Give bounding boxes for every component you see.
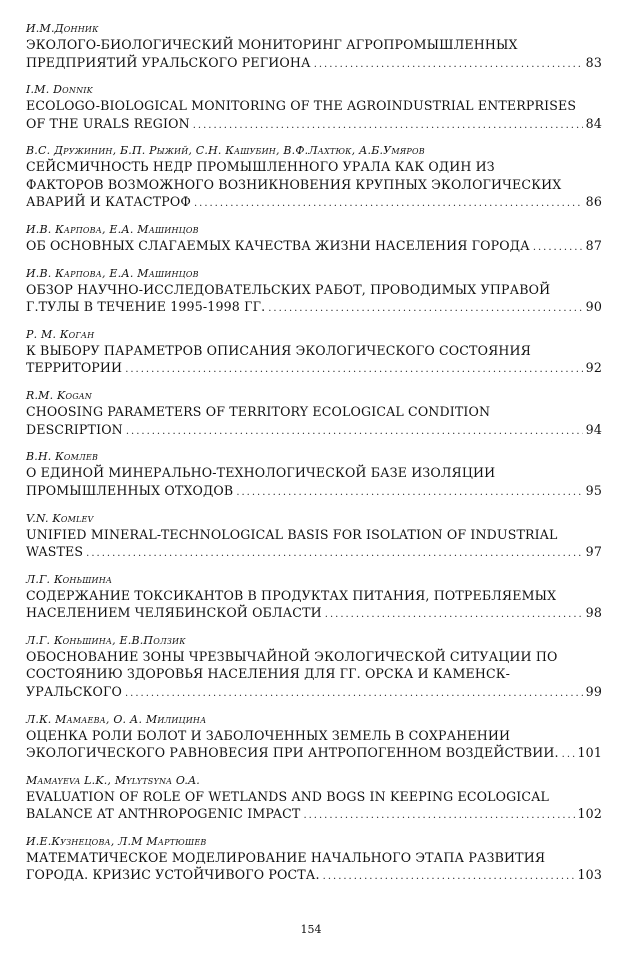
toc-entry-title-text: ГОРОДА. КРИЗИС УСТОЙЧИВОГО РОСТА. — [26, 867, 320, 883]
dot-leader — [303, 807, 574, 825]
toc-entry — [26, 144, 602, 213]
dot-leader — [125, 685, 583, 703]
toc-entry — [26, 223, 602, 257]
toc-entry-title-line: ФАКТОРОВ ВОЗМОЖНОГО ВОЗНИКНОВЕНИЯ КРУПНЫХ ЭКОЛОГИЧЕСКИХ — [26, 176, 562, 192]
toc-entry-page-number: 101 — [577, 745, 602, 761]
toc-entry-title-last-line — [26, 683, 602, 703]
toc-entry-title-line: ECOLOGO-BIOLOGICAL MONITORING OF THE AGROINDUSTRIAL ENTERPRISES — [26, 98, 577, 114]
toc-entry-title-last-line — [26, 237, 602, 257]
toc-entry-title-text: Г.ТУЛЫ В ТЕЧЕНИЕ 1995-1998 ГГ. — [26, 299, 266, 315]
toc-entry-title-line: CHOOSING PARAMETERS OF TERRITORY ECOLOGICAL CONDITION — [26, 404, 491, 420]
dot-leader — [562, 746, 575, 764]
toc-entry-title-text: ТЕРРИТОРИИ — [26, 360, 123, 376]
toc-entry — [26, 835, 602, 886]
toc-entry-authors: И.Е.Кузнецова, Л.М Мартюшев — [26, 834, 207, 848]
toc-entry-authors: Л.Г. Коньшина, Е.В.Ползик — [26, 633, 186, 647]
toc-entry-page-number: 103 — [577, 867, 602, 883]
toc-entry-title-last-line — [26, 744, 602, 764]
toc-entry-authors: В.С. Дружинин, Б.П. Рыжий, С.Н. Кашубин, В.Ф.Лахтюк, А.Б.Умяров — [26, 144, 425, 158]
toc-entry — [26, 713, 602, 764]
toc-entry-title-text: WASTES — [26, 544, 84, 559]
toc-entry-title-line: СОСТОЯНИЮ ЗДОРОВЬЯ НАСЕЛЕНИЯ ДЛЯ ГГ. ОРСКА И КАМЕНСК- — [26, 666, 511, 682]
toc-entry-page-number: 92 — [585, 360, 602, 376]
toc-entry-authors: R.M. Kogan — [26, 389, 92, 403]
toc-entry-page-number: 95 — [585, 482, 602, 498]
toc-entry-title-line: ОБЗОР НАУЧНО-ИССЛЕДОВАТЕЛЬСКИХ РАБОТ, ПРОВОДИМЫХ УПРАВОЙ — [26, 281, 551, 297]
page-number: 154 — [300, 923, 322, 936]
toc-entry-title-line: СЕЙСМИЧНОСТЬ НЕДР ПРОМЫШЛЕННОГО УРАЛА КАК ОДИН ИЗ — [26, 159, 495, 175]
toc-entry-title-line: ЭКОЛОГО-БИОЛОГИЧЕСКИЙ МОНИТОРИНГ АГРОПРОМЫШЛЕННЫХ — [26, 37, 518, 52]
toc-entry-page-number: 90 — [585, 299, 602, 315]
toc-entry-title-last-line — [26, 543, 602, 563]
toc-entry — [26, 634, 602, 703]
toc-entry-title-last-line — [26, 54, 602, 74]
toc-entry-title-last-line — [26, 359, 602, 379]
toc-entry-title-text: ОБ ОСНОВНЫХ СЛАГАЕМЫХ КАЧЕСТВА ЖИЗНИ НАСЕЛЕНИЯ ГОРОДА — [26, 238, 530, 254]
toc-entry-title-text: OF THE URALS REGION — [26, 115, 190, 131]
toc-entry-title-text: BALANCE AT ANTHROPOGENIC IMPACT — [26, 806, 301, 822]
toc-entry-authors: Mamayeva L.K., Mylytsyna O.A. — [26, 773, 200, 787]
toc-entry-authors: В.Н. Комлев — [26, 450, 99, 464]
toc-entry — [26, 573, 602, 624]
toc-entry-page-number: 102 — [577, 806, 602, 822]
dot-leader — [125, 361, 582, 379]
toc-entry-authors: Л.К. Мамаева, О. А. Милицина — [26, 712, 207, 726]
toc-entry — [26, 328, 602, 379]
toc-entry-title-text: DESCRIPTION — [26, 421, 123, 437]
toc-entry-page-number: 99 — [585, 683, 602, 699]
toc-entry-title-text: АВАРИЙ И КАТАСТРОФ — [26, 194, 191, 210]
toc-entry — [26, 83, 602, 134]
dot-leader — [268, 300, 582, 318]
toc-entry — [26, 774, 602, 825]
toc-entry — [26, 267, 602, 318]
toc-entry — [26, 22, 602, 73]
toc-entry-title-last-line — [26, 115, 602, 135]
toc-entry-title-last-line — [26, 805, 602, 825]
toc-entry-title-last-line — [26, 604, 602, 624]
toc-entry — [26, 512, 602, 563]
toc-entry-title-line: К ВЫБОРУ ПАРАМЕТРОВ ОПИСАНИЯ ЭКОЛОГИЧЕСКОГО СОСТОЯНИЯ — [26, 342, 531, 358]
toc-entry-authors: И.М.Донник — [26, 22, 99, 35]
toc-entry-title-last-line — [26, 866, 602, 886]
dot-leader — [193, 117, 583, 135]
toc-entry-title-line: О ЕДИНОЙ МИНЕРАЛЬНО-ТЕХНОЛОГИЧЕСКОЙ БАЗЕ ИЗОЛЯЦИИ — [26, 465, 496, 481]
toc-entry-page-number: 94 — [585, 421, 602, 437]
toc-entry-title-text: ПРОМЫШЛЕННЫХ ОТХОДОВ — [26, 482, 234, 498]
toc-entry-title-last-line — [26, 298, 602, 318]
dot-leader — [236, 484, 582, 502]
toc-entry — [26, 450, 602, 501]
toc-entry-authors: Л.Г. Коньшина — [26, 572, 113, 586]
dot-leader — [325, 606, 583, 624]
table-of-contents — [26, 22, 602, 896]
toc-entry-title-text: НАСЕЛЕНИЕМ ЧЕЛЯБИНСКОЙ ОБЛАСТИ — [26, 605, 322, 621]
toc-entry-page-number: 87 — [585, 238, 602, 254]
dot-leader — [323, 868, 575, 886]
dot-leader — [194, 195, 583, 213]
toc-entry-authors: Р. М. Коган — [26, 327, 95, 341]
toc-entry-authors: И.В. Карпова, Е.А. Машинцов — [26, 266, 199, 280]
toc-entry — [26, 389, 602, 440]
dot-leader — [126, 423, 583, 441]
toc-entry-title-line: UNIFIED MINERAL-TECHNOLOGICAL BASIS FOR ISOLATION OF INDUSTRIAL — [26, 526, 558, 542]
toc-entry-page-number: 97 — [585, 544, 602, 559]
dot-leader — [533, 239, 583, 257]
toc-entry-title-last-line — [26, 421, 602, 441]
toc-entry-title-line: ОЦЕНКА РОЛИ БОЛОТ И ЗАБОЛОЧЕННЫХ ЗЕМЕЛЬ В СОХРАНЕНИИ — [26, 727, 511, 743]
dot-leader — [314, 56, 583, 74]
toc-entry-page-number: 86 — [585, 194, 602, 210]
toc-entry-title-line: МАТЕМАТИЧЕСКОЕ МОДЕЛИРОВАНИЕ НАЧАЛЬНОГО ЭТАПА РАЗВИТИЯ — [26, 849, 546, 865]
toc-entry-authors: V.N. Komlev — [26, 511, 94, 525]
toc-entry-title-text: ПРЕДПРИЯТИЙ УРАЛЬСКОГО РЕГИОНА — [26, 54, 311, 70]
toc-entry-title-line: СОДЕРЖАНИЕ ТОКСИКАНТОВ В ПРОДУКТАХ ПИТАНИЯ, ПОТРЕБЛЯЕМЫХ — [26, 587, 557, 603]
toc-entry-authors: I.M. Donnik — [26, 83, 93, 97]
toc-entry-title-last-line — [26, 482, 602, 502]
toc-entry-authors: И.В. Карпова, Е.А. Машинцов — [26, 223, 199, 237]
toc-entry-page-number: 98 — [585, 605, 602, 621]
toc-entry-title-line: EVALUATION OF ROLE OF WETLANDS AND BOGS IN KEEPING ECOLOGICAL — [26, 788, 549, 804]
toc-entry-page-number: 83 — [585, 54, 602, 70]
toc-entry-title-last-line — [26, 193, 602, 213]
toc-entry-title-text: УРАЛЬСКОГО — [26, 683, 122, 699]
toc-entry-title-text: ЭКОЛОГИЧЕСКОГО РАВНОВЕСИЯ ПРИ АНТРОПОГЕННОМ ВОЗДЕЙСТВИИ. — [26, 745, 559, 761]
toc-entry-page-number: 84 — [585, 115, 602, 131]
toc-entry-title-line: ОБОСНОВАНИЕ ЗОНЫ ЧРЕЗВЫЧАЙНОЙ ЭКОЛОГИЧЕСКОЙ СИТУАЦИИ ПО — [26, 648, 558, 664]
dot-leader — [86, 545, 583, 563]
